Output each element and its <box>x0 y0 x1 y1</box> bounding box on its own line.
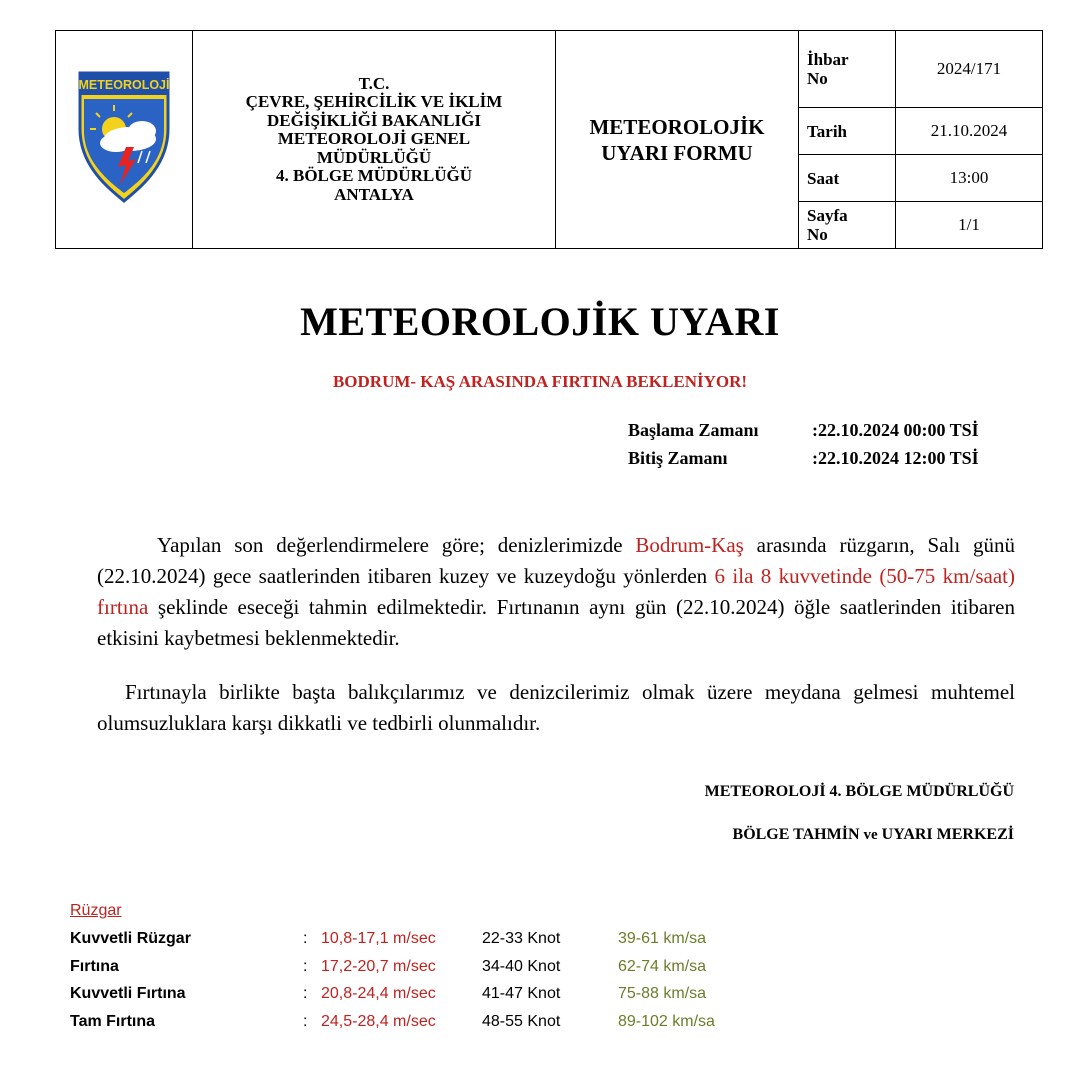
wind-class-name: Kuvvetli Rüzgar <box>70 930 191 947</box>
paragraph-text: arasında rüzgarın, Salı günü (22.10.2024) gece saatlerinden itibaren kuzey ve kuzeydoğu yönlerden <box>97 533 1015 588</box>
meta-label-line: No <box>807 69 828 88</box>
header-table <box>55 30 1043 249</box>
signature-line-2 <box>733 826 1014 844</box>
form-title-line2: UYARI FORMU <box>601 140 753 165</box>
meta-label-ihbar <box>799 31 896 108</box>
form-title-line1: METEOROLOJİK <box>589 114 765 139</box>
wind-class-name: Tam Fırtına <box>70 1012 156 1030</box>
start-time-row <box>628 420 1028 448</box>
ministry-line: 4. BÖLGE MÜDÜRLÜĞÜ <box>276 166 472 186</box>
ministry-line: T.C. <box>358 73 390 93</box>
ministry-line: METEOROLOJİ GENEL <box>277 129 471 149</box>
wind-colon: : <box>303 985 308 1002</box>
wind-knot: 22-33 Knot <box>482 930 561 947</box>
signature-text: UYARI MERKEZİ <box>877 826 1014 843</box>
warning-paragraph-1 <box>97 530 1015 654</box>
ministry-line: DEĞİŞİKLİĞİ BAKANLIĞI <box>267 110 481 130</box>
wind-legend-title: Rüzgar <box>70 902 122 919</box>
end-time-label: Bitiş Zamanı <box>628 448 728 468</box>
page-title: METEOROLOJİK UYARI <box>300 299 780 344</box>
meta-value-ihbar: 2024/171 <box>896 31 1043 108</box>
ministry-line: MÜDÜRLÜĞÜ <box>316 147 432 167</box>
wind-class-name: Kuvvetli Fırtına <box>70 985 186 1002</box>
wind-ms: 17,2-20,7 m/sec <box>321 957 436 975</box>
meta-label-line: No <box>807 225 828 244</box>
end-time-value: :22.10.2024 12:00 TSİ <box>812 448 979 468</box>
end-time-row <box>628 448 1028 476</box>
meteoroloji-logo-icon <box>76 69 172 205</box>
warning-paragraph-2: Fırtınayla birlikte başta balıkçılarımız ve denizcilerimiz olmak üzere meydana gelmesi muhtemel olumsuzluklara karşı dikkatli ve tedbirli olunmalıdır. <box>97 680 1015 735</box>
logo-cell <box>56 31 193 249</box>
wind-kmh: 75-88 km/sa <box>618 985 707 1002</box>
wind-colon: : <box>303 930 308 947</box>
form-title-cell <box>556 31 799 249</box>
paragraph-text: şeklinde eseceği tahmin edilmektedir. Fırtınanın aynı gün (22.10.2024) öğle saatlerinden itibaren etkisini kaybetmesi beklenmektedir. <box>97 595 1015 650</box>
wind-colon: : <box>303 957 308 975</box>
highlight-strength: 6 ila 8 kuvvetinde (50-75 km/saat) fırtına <box>97 564 1015 619</box>
signature-line-1: METEOROLOJİ 4. BÖLGE MÜDÜRLÜĞÜ <box>704 783 1014 800</box>
wind-class-name: Fırtına <box>70 957 119 975</box>
wind-legend-row <box>70 958 770 986</box>
wind-ms: 20,8-24,4 m/sec <box>321 985 436 1002</box>
meta-label-line: Sayfa <box>807 206 848 225</box>
warning-subtitle: BODRUM- KAŞ ARASINDA FIRTINA BEKLENİYOR! <box>332 372 748 391</box>
wind-legend-row <box>70 985 770 1013</box>
wind-knot: 48-55 Knot <box>482 1012 561 1030</box>
meta-value-sayfa: 1/1 <box>896 202 1043 249</box>
meta-label-tarih: Tarih <box>799 108 896 155</box>
wind-ms: 10,8-17,1 m/sec <box>321 930 436 947</box>
ministry-cell <box>193 31 556 249</box>
meta-label-line: İhbar <box>807 50 849 69</box>
start-time-label: Başlama Zamanı <box>628 420 759 440</box>
paragraph-text: Yapılan son değerlendirmelere göre; denizlerimizde <box>157 533 636 557</box>
meta-value-tarih: 21.10.2024 <box>896 108 1043 155</box>
start-time-value: :22.10.2024 00:00 TSİ <box>812 420 979 440</box>
wind-legend-row <box>70 1013 770 1041</box>
wind-kmh: 89-102 km/sa <box>618 1012 715 1030</box>
meta-label-sayfa <box>799 202 896 249</box>
meta-value-saat: 13:00 <box>896 155 1043 202</box>
wind-legend-row <box>70 930 770 958</box>
wind-legend <box>70 902 770 1040</box>
logo-text: METEOROLOJİ <box>78 78 170 92</box>
wind-kmh: 39-61 km/sa <box>618 930 707 947</box>
wind-knot: 34-40 Knot <box>482 957 561 975</box>
highlight-region: Bodrum-Kaş <box>635 533 744 557</box>
wind-ms: 24,5-28,4 m/sec <box>321 1012 436 1030</box>
signature-text: ve <box>863 827 878 843</box>
ministry-line: ANTALYA <box>334 184 414 204</box>
meta-label-saat: Saat <box>799 155 896 202</box>
time-range <box>628 420 1028 476</box>
wind-knot: 41-47 Knot <box>482 985 561 1002</box>
ministry-line: ÇEVRE, ŞEHİRCİLİK VE İKLİM <box>245 92 503 112</box>
wind-colon: : <box>303 1012 308 1030</box>
wind-kmh: 62-74 km/sa <box>618 957 707 975</box>
signature-text: BÖLGE TAHMİN <box>732 826 864 843</box>
